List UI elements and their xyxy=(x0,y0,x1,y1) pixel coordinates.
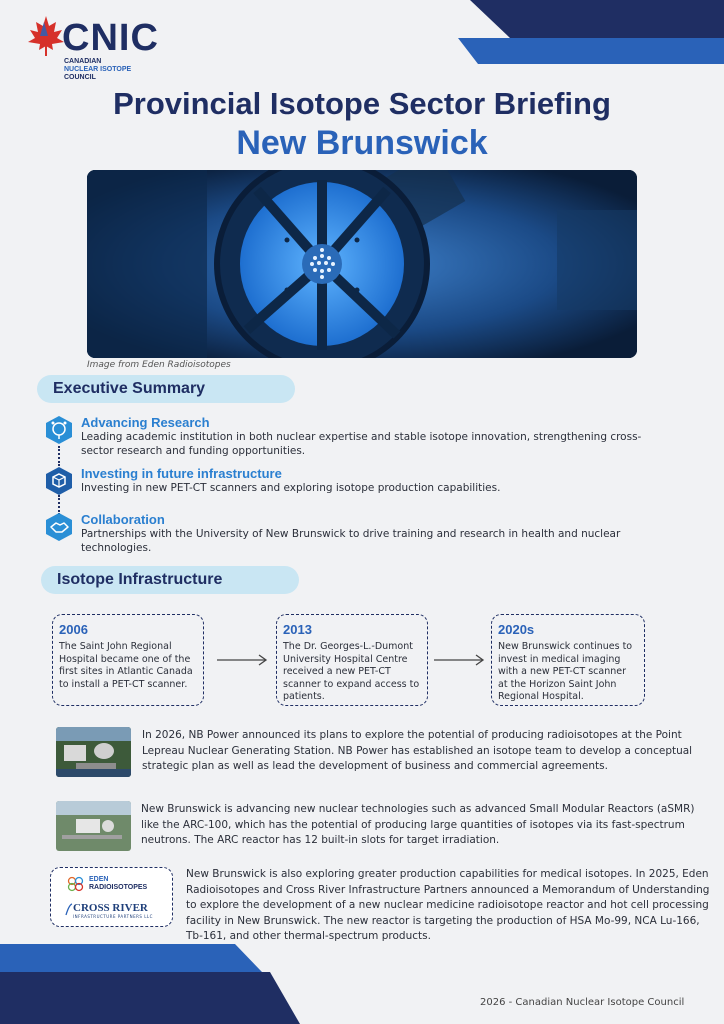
header-decoration-navy xyxy=(470,0,724,38)
point-lepreau-station-image xyxy=(56,727,131,777)
summary-connector-1 xyxy=(58,446,60,466)
timeline-year: 2020s xyxy=(498,622,535,637)
footer-copyright: 2026 - Canadian Nuclear Isotope Council xyxy=(480,997,685,1008)
summary-body: Partnerships with the University of New Brunswick to drive training and research in health and nuclear technologies. xyxy=(81,528,621,554)
cross-river-sublabel: INFRASTRUCTURE PARTNERS LLC xyxy=(73,914,153,919)
page-title: Provincial Isotope Sector Briefing xyxy=(113,86,611,121)
maple-leaf-icon xyxy=(26,14,66,74)
arc-reactor-paragraph: New Brunswick is advancing new nuclear technologies such as advanced Small Modular Reactors (aSMR) like the ARC-100, which has the potential of producing large quantities of isotopes via its fast-spectrum neutrons. The ARC reactor has 12 built-in slots for target irradiation. xyxy=(141,803,695,846)
hero-caption: Image from Eden Radioisotopes xyxy=(87,360,231,370)
eden-label-line1: EDEN xyxy=(89,876,109,883)
summary-body: Investing in new PET-CT scanners and exploring isotope production capabilities. xyxy=(81,482,501,494)
timeline-text: The Dr. Georges-L.-Dumont University Hospital Centre received a new PET-CT scanner to expand access to patients. xyxy=(283,641,420,702)
logo-subtitle-line2: NUCLEAR ISOTOPE xyxy=(64,66,132,73)
cross-river-logo xyxy=(65,902,165,922)
footer-decoration-navy xyxy=(0,972,300,1024)
header-decoration-blue xyxy=(458,38,724,64)
summary-title: Investing in future infrastructure xyxy=(81,466,282,481)
executive-summary-heading: Executive Summary xyxy=(37,375,295,403)
mou-paragraph: New Brunswick is also exploring greater production capabilities for medical isotopes. In 2025, Eden Radioisotopes and Cross River Infrastructure Partners announced a Memorandum of Understanding to explore the development of a new nuclear medicine radioisotope reactor and hot cell processing facility in New Brunswick. The new reactor is targeting the production of HSA Mo-99, NCA Lu-166, Tb-161, and other thermal-spectrum products. xyxy=(186,868,710,942)
timeline-year: 2006 xyxy=(59,622,88,637)
logo-subtitle-line1: CANADIAN xyxy=(64,58,102,65)
timeline-item-2020s xyxy=(491,614,645,706)
cross-river-label: CROSS RIVER xyxy=(73,902,148,914)
cnic-logo[interactable] xyxy=(26,12,186,84)
nb-power-paragraph: In 2026, NB Power announced its plans to explore the potential of producing radioisotopes at the Point Lepreau Nuclear Generating Station. NB Power has established an isotope team to develop a conceptual strategic plan as well as lead the development of business and commercial agreements. xyxy=(142,729,693,772)
eden-radioisotopes-logo xyxy=(67,876,167,892)
cubes-network-icon xyxy=(44,466,74,496)
partner-logos xyxy=(50,867,173,927)
summary-title: Collaboration xyxy=(81,512,165,527)
timeline-text: New Brunswick continues to invest in medical imaging with a new PET-CT scanner at the Horizon Saint John Regional Hospital. xyxy=(498,641,633,702)
hero-image-reactor-core xyxy=(87,170,637,358)
eden-label-line2: RADIOISOTOPES xyxy=(89,884,148,891)
arc-reactor-render-image xyxy=(56,801,131,851)
eden-label xyxy=(89,876,147,892)
isotope-infrastructure-heading: Isotope Infrastructure xyxy=(41,566,299,594)
timeline-text: The Saint John Regional Hospital became one of the first sites in Atlantic Canada to install a PET-CT scanner. xyxy=(59,641,193,690)
logo-wordmark: CNIC xyxy=(62,17,159,59)
timeline-year: 2013 xyxy=(283,622,312,637)
page-subtitle: New Brunswick xyxy=(236,124,488,162)
arrow-right-icon xyxy=(215,652,271,668)
arrow-right-icon xyxy=(432,652,488,668)
cross-river-mark-icon xyxy=(65,903,73,917)
footer-decoration-blue xyxy=(0,944,262,972)
summary-title: Advancing Research xyxy=(81,415,210,430)
logo-subtitle-line3: COUNCIL xyxy=(64,74,96,81)
logo-subtitle xyxy=(64,58,131,82)
summary-body: Leading academic institution in both nuclear expertise and stable isotope innovation, strengthening cross-sector research and funding opportunities. xyxy=(81,431,642,457)
timeline-item-2006 xyxy=(52,614,204,706)
handshake-icon xyxy=(44,512,74,542)
eden-logo-icon xyxy=(67,876,85,892)
brain-network-icon xyxy=(44,415,74,445)
timeline-item-2013 xyxy=(276,614,428,706)
